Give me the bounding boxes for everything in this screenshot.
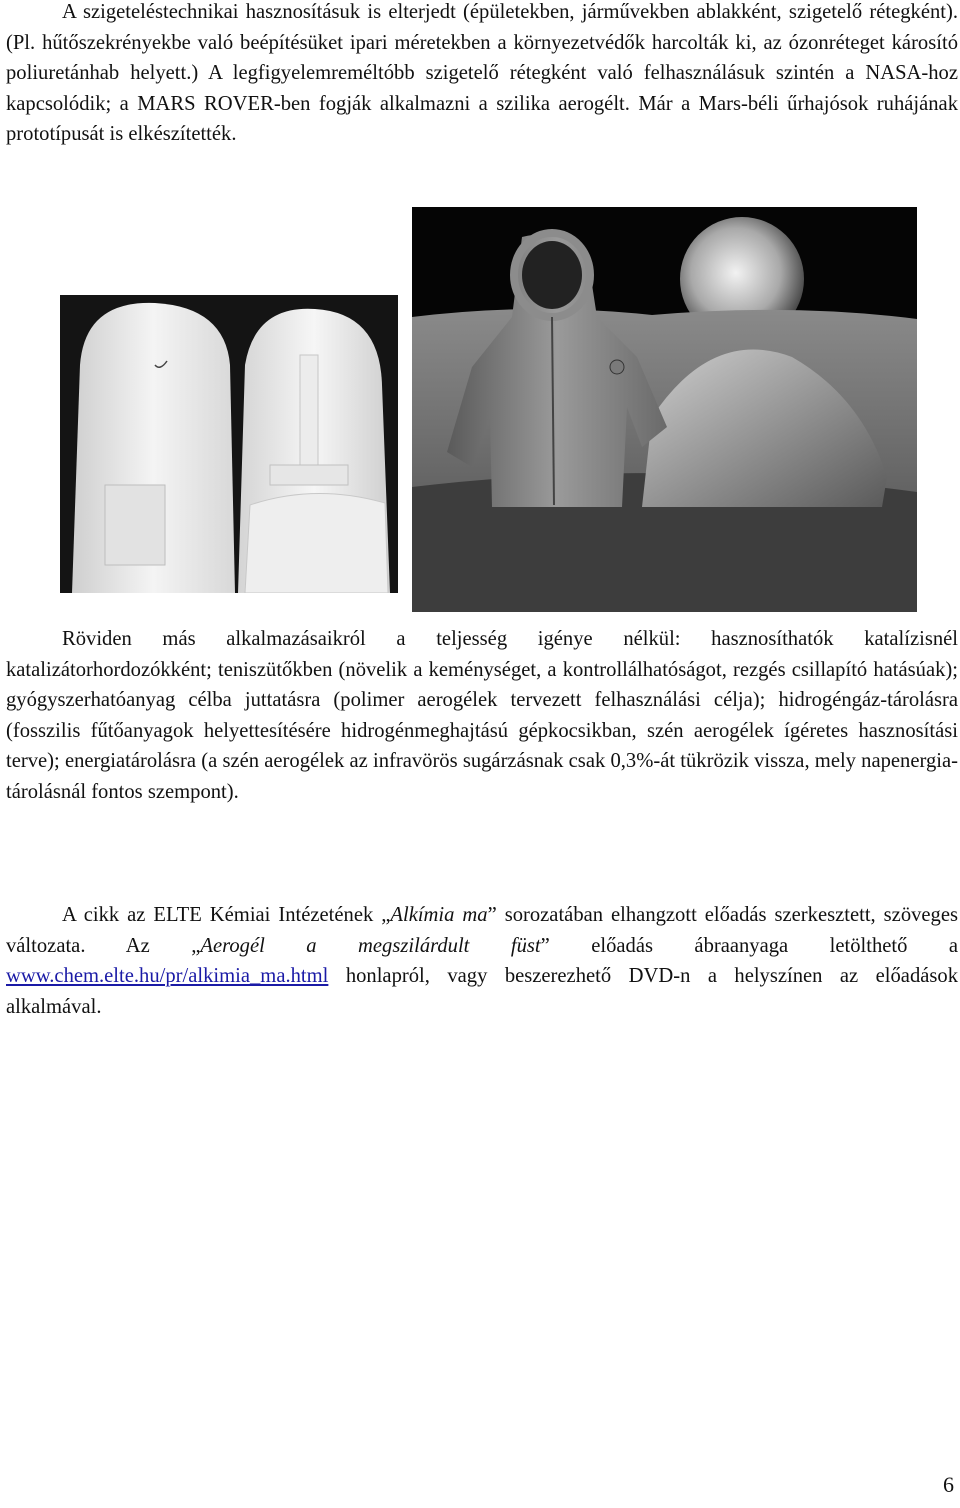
source-text-4: honlapról, vagy beszerezhető DVD-n a helyszínen az előadások alkalmával. [6,965,958,1018]
source-text-3: ” előadás ábraanyaga letölthető a [540,934,959,957]
aerogel-mittens-photo [60,295,398,593]
paragraph-source-note [6,900,958,1022]
paragraph-other-applications: Röviden más alkalmazásaikról a teljesség igénye nélkül: hasznosíthatók katalízisnél katalizátorhordozókként; teniszütőkben (növelik a keménységet, a kontrollálhatóságot, rezgés csillapító hatásúak); gyógyszerhatóanyag célba juttatásra (polimer aerogélek tervezett felhasználási célja); hidrogéngáz-tárolásra (fosszilis fűtőanyagok helyettesítésére hidrogénmeghajtású gépkocsikban, szén aerogélek ígéretes hasznosítási terve); energiatárolásra (a szén aerogélek az infravörös sugárzásnak csak 0,3%-át tükrözik vissza, mely napenergia-tárolásnál fontos szempont). [6,628,958,803]
page-number: 6 [943,1472,954,1497]
paragraph-insulation: A szigeteléstechnikai hasznosításuk is elterjedt (épületekben, járművekben ablakként, szigetelő rétegként). (Pl. hűtőszekrényekbe való beépítésüket ipari méretekben a környezetvédők harcolták ki, az ózonréteget károsító poliuretánhab helyett.) A legfigyelemreméltóbb szigetelő rétegként való felhasználásuk szintén a NASA-hoz kapcsolódik; a MARS ROVER-ben fogják alkalmazni a szilika aerogélt. Már a Mars-béli űrhajósok ruhájának prototípusát is elkészítették. [6,1,958,145]
series-title: Alkímia ma [390,904,488,926]
parka-on-moon-photo [412,207,917,612]
website-link[interactable]: www.chem.elte.hu/pr/alkimia_ma.html [6,965,329,987]
source-text-2: ” sorozatában elhangzott előadás szerkesztett, szöveges változata. Az „ [6,904,958,957]
source-text-1: A cikk az ELTE Kémiai Intézetének „ [62,904,391,926]
lecture-title: Aerogél a megszilárdult füst [200,934,541,957]
